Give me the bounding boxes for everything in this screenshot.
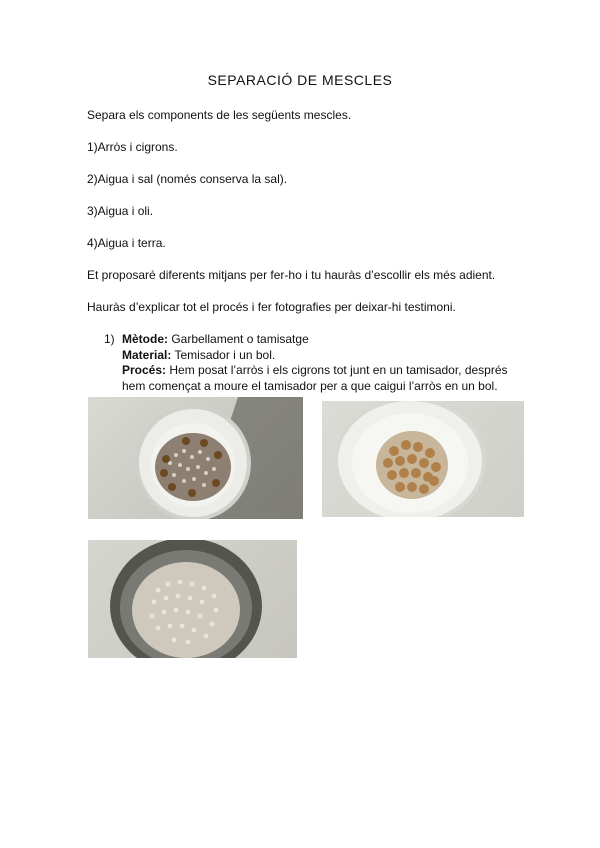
page-title: SEPARACIÓ DE MESCLES — [207, 72, 393, 88]
photo-rice-chickpeas-mixture — [88, 397, 303, 519]
proces-label: Procés: — [122, 363, 167, 377]
material-value: Temisador i un bol. — [171, 347, 276, 362]
photo-chickpeas-drawing — [322, 401, 524, 517]
intro-text: Separa els components de les següents mescles. — [87, 108, 352, 122]
list-item: 2)Aigua i sal (només conserva la sal). — [87, 172, 288, 186]
metode-label: Mètode: — [122, 332, 168, 346]
list-item: 3)Aigua i oli. — [87, 204, 154, 218]
photo-rice-bowl — [88, 540, 297, 658]
paragraph: Hauràs d’explicar tot el procés i fer fotografies per deixar-hi testimoni. — [87, 300, 456, 314]
photo-mixture-drawing — [88, 397, 303, 519]
metode-value: Garbellament o tamisatge — [168, 332, 309, 346]
photo-rice-drawing — [88, 540, 297, 658]
paragraph: Et proposaré diferents mitjans per fer-ho i tu hauràs d’escollir els més adient. — [87, 268, 496, 282]
list-item: 4)Aigua i terra. — [87, 236, 166, 250]
method-number: 1) — [104, 332, 115, 346]
method-section — [104, 332, 524, 394]
proces-line-1: Hem posat l’arròs i els cigrons tot junt en un tamisador, després — [166, 363, 508, 377]
proces-line-2: hem començat a moure el tamisador per a que caigui l’arròs en un bol. — [122, 378, 498, 393]
photo-chickpeas — [322, 401, 524, 517]
material-label: Material: — [122, 347, 172, 362]
list-item: 1)Arròs i cigrons. — [87, 140, 178, 154]
